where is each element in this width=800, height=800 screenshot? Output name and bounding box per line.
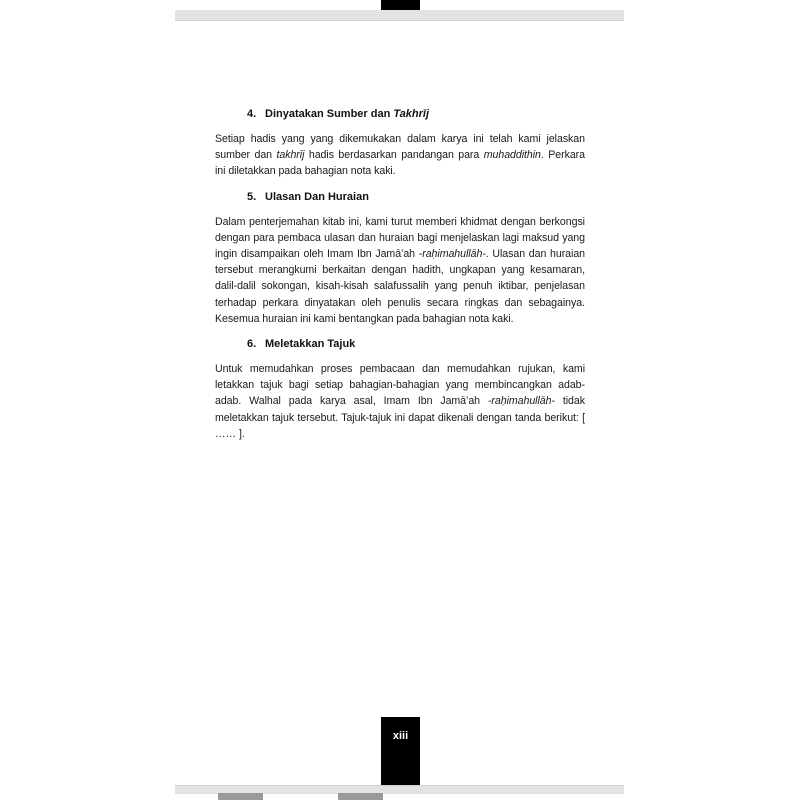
page-number: xiii [392,730,409,742]
paragraph-text: Untuk memudahkan proses pembacaan dan memudahkan rujukan, kami letakkan tajuk bagi setiap bahagian-bahagian yang membincangkan adab-adab. Walhal pada karya asal, Imam Ibn Jamā’ah [215,363,585,408]
section-number: 6. [247,338,257,351]
italic-term: muhaddithin [483,149,541,162]
section-title-italic: Takhrīj [393,108,430,120]
page-content [215,106,585,442]
paragraph-text: Setiap hadis yang yang dikemukakan dalam karya ini telah kami jelaskan sumber dan [215,133,585,162]
section-title: Meletakkan Tajuk [265,338,356,351]
page-number-tab [381,717,420,785]
paragraph-text: tidak meletakkan tajuk tersebut. Tajuk-tajuk ini dapat dikenali dengan tanda berikut: [ …… ]. [215,395,585,440]
previous-page-edge[interactable] [175,10,624,21]
section-heading-6 [215,336,585,352]
section-paragraph [215,361,585,442]
paragraph-text: hadis berdasarkan pandangan para [304,149,484,162]
italic-term: -raḥimahullāh- [487,395,555,408]
section-number: 5. [247,190,257,203]
section-number: 4. [247,108,257,120]
paragraph-text: Dalam penterjemahan kitab ini, kami turut memberi khidmat dengan berkongsi dengan para pembaca ulasan dan huraian bagi menjelaskan lagi maksud yang ingin disampaikan oleh Imam Ibn Jamā’ah [215,215,585,261]
next-page-thumbnail[interactable] [338,793,383,800]
paragraph-text: . Perkara ini diletakkan pada bahagian nota kaki. [215,149,586,178]
previous-page-tab [381,0,420,10]
next-page-thumbnail[interactable] [218,793,263,800]
section-paragraph [215,214,585,327]
section-title: Dinyatakan Sumber dan [265,108,394,120]
document-page[interactable] [175,21,624,785]
section-heading-5 [215,189,585,205]
paragraph-text: . Ulasan dan huraian tersebut merangkumi berkaitan dengan hadith, ungkapan yang kesamaran, dalil-dalil sokongan, kisah-kisah salafussalih yang penuh iktibar, penjelasan terhadap perkara dinyatakan oleh penulis secara ringkas dan sebagainya. Kesemua huraian ini kami bentangkan pada bahagian nota kaki. [215,248,585,325]
italic-term: takhrīj [276,149,305,162]
section-title: Ulasan Dan Huraian [265,190,369,203]
section-heading-4 [215,106,585,122]
section-paragraph [215,131,585,180]
italic-term: -raḥimahullāh- [418,248,486,261]
